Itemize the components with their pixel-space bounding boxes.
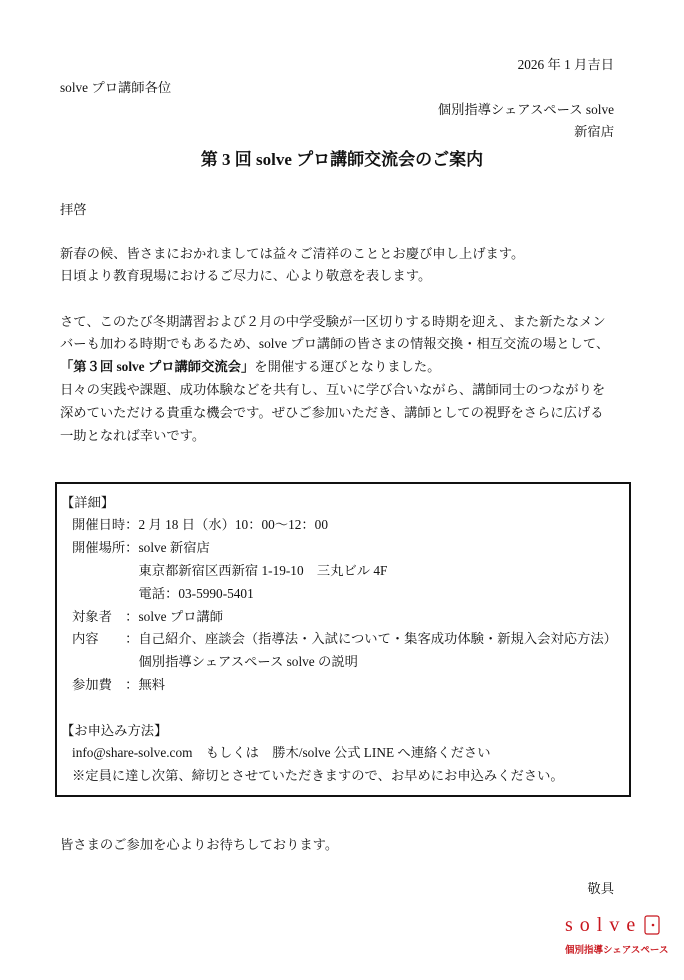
- detail-row-content: [61, 628, 629, 651]
- detail-value: 自己紹介、座談会（指導法・入試について・集客成功体験・新規入会対応方法）: [138, 631, 617, 647]
- body-paragraph: [60, 311, 609, 448]
- addressee: solve プロ講師各位: [60, 80, 172, 95]
- body-line-rest: を開催する運びとなりました。: [254, 359, 441, 375]
- letter-date: 2026 年 1 月吉日: [517, 57, 614, 72]
- detail-label: 開催場所：: [72, 540, 139, 556]
- detail-label: 内容 ：: [72, 631, 139, 647]
- details-box: [55, 482, 631, 797]
- document-title: 第 3 回 solve プロ講師交流会のご案内: [200, 150, 484, 169]
- logo-square-mark-icon: [644, 915, 660, 935]
- body-line: バーも加わる時期でもあるため、solve プロ講師の皆さまの情報交換・相互交流の場として、: [60, 336, 610, 352]
- solve-logo: [565, 912, 675, 957]
- venue-phone: 電話：03-5990-5401: [138, 585, 254, 601]
- detail-value: solve プロ講師: [138, 608, 224, 624]
- opening-word: 拝啓: [60, 202, 87, 217]
- detail-row-audience: [61, 606, 629, 629]
- venue-address: 東京都新宿区西新宿 1-19-10 三丸ビル 4F: [138, 562, 388, 578]
- content-continuation: 個別指導シェアスペース solve の説明: [138, 654, 358, 670]
- sender-organization: 個別指導シェアスペース solve: [437, 102, 614, 117]
- logo-tagline: 個別指導シェアスペース: [565, 945, 669, 956]
- application-heading: 【お申込み方法】: [61, 722, 168, 738]
- greeting-paragraph: [60, 243, 524, 287]
- body-line: [60, 356, 609, 379]
- detail-label: 開催日時：: [72, 517, 139, 533]
- application-note: ※定員に達し次第、締切とさせていただきますので、お早めにお申込みください。: [72, 768, 564, 784]
- detail-label: 参加費 ：: [72, 676, 139, 692]
- application-contact: info@share-solve.com もしくは 勝木/solve 公式 LINE へ連絡ください: [72, 745, 491, 761]
- greeting-line: 日頃より教育現場におけるご尽力に、心より敬意を表します。: [60, 268, 432, 283]
- body-line: 深めていただける貴重な機会です。ぜひご参加いただき、講師としての視野をさらに広げる: [60, 404, 604, 420]
- sender-block: [438, 99, 614, 143]
- detail-row-fee: [61, 674, 629, 697]
- sign-off: 敬具: [587, 881, 614, 896]
- logo-top-row: [565, 912, 675, 938]
- detail-value: 2 月 18 日（水）10：00〜12：00: [138, 517, 328, 533]
- event-name-emphasis: 「第３回 solve プロ講師交流会」: [60, 359, 255, 375]
- detail-value: solve 新宿店: [138, 540, 210, 556]
- body-line: さて、このたび冬期講習および２月の中学受験が一区切りする時期を迎え、また新たなメン: [60, 313, 606, 329]
- detail-row-venue: [61, 537, 629, 560]
- detail-value: 無料: [138, 676, 166, 692]
- logo-wordmark: solve: [565, 914, 643, 936]
- body-line: 日々の実践や課題、成功体験などを共有し、互いに学び合いながら、講師同士のつながりを: [60, 381, 606, 397]
- greeting-line: 新春の候、皆さまにおかれましては益々ご清祥のこととお慶び申し上げます。: [60, 246, 525, 261]
- blank-line: [61, 697, 629, 720]
- body-line: 一助となれば幸いです。: [60, 427, 206, 443]
- detail-row-datetime: [61, 514, 629, 537]
- details-heading: 【詳細】: [61, 494, 115, 510]
- closing-sentence: 皆さまのご参加を心よりお待ちしております。: [60, 837, 339, 852]
- detail-label: 対象者 ：: [72, 608, 139, 624]
- sender-branch: 新宿店: [574, 124, 614, 139]
